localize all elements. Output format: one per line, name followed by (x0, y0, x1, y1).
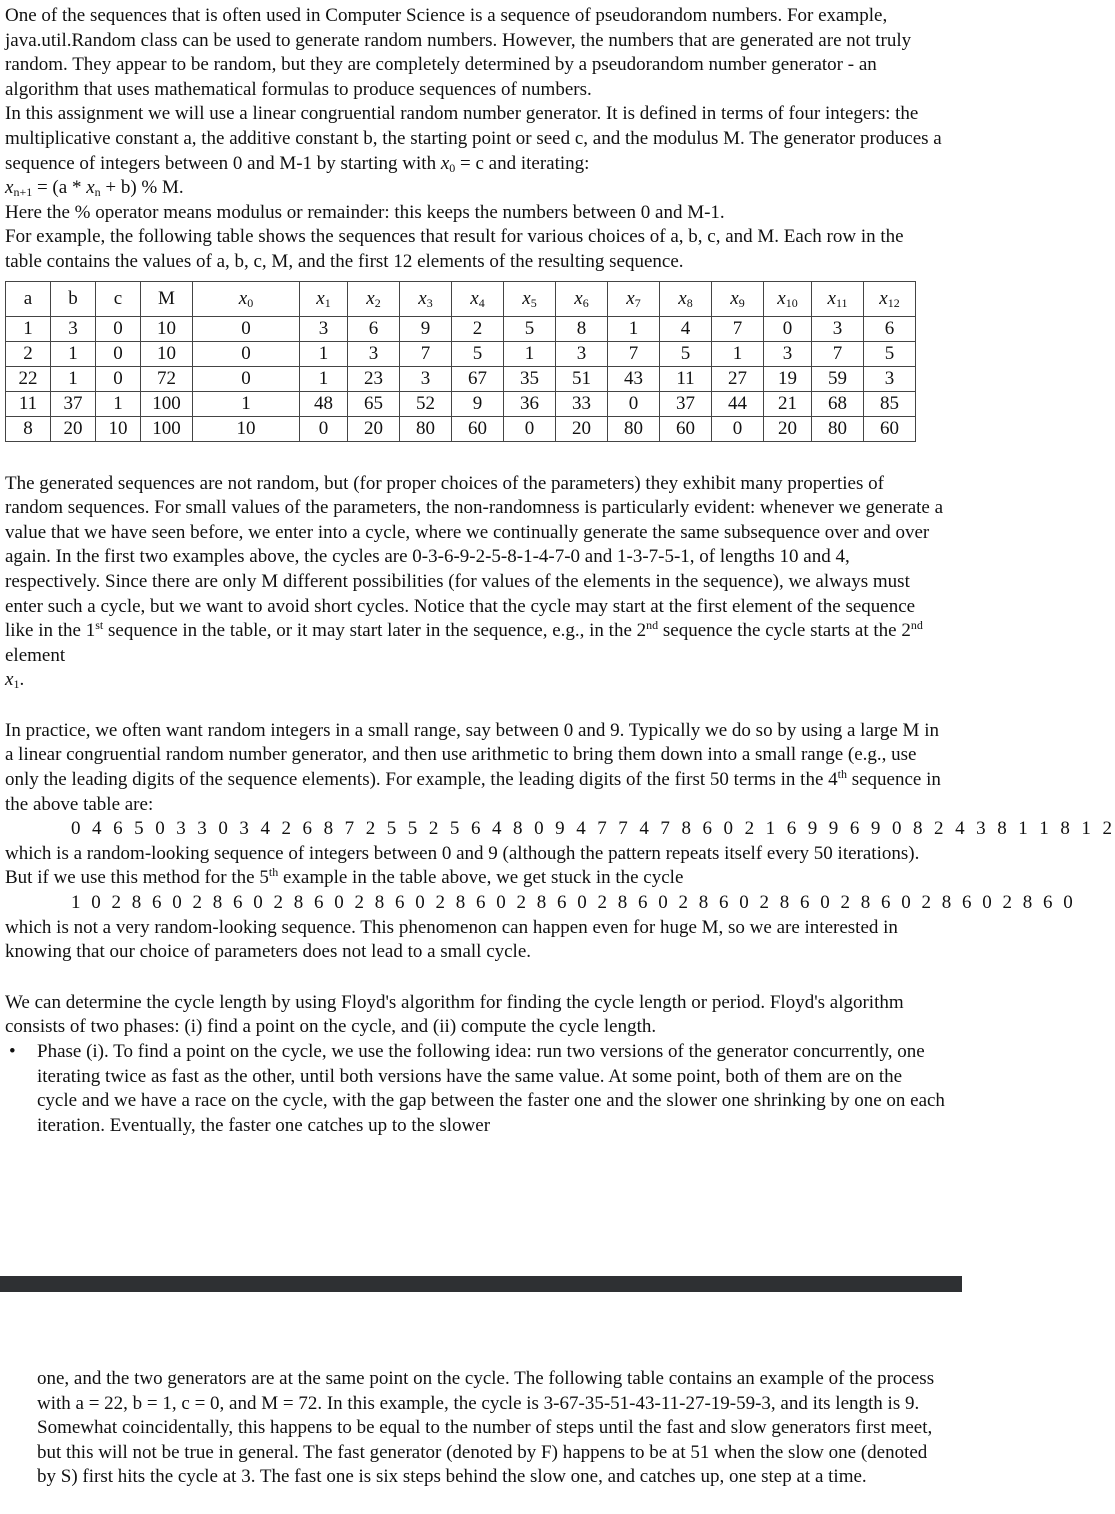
table-cell: 68 (812, 391, 864, 416)
table-cell: 100 (141, 416, 193, 441)
table-cell: 48 (300, 391, 348, 416)
table-cell: 10 (141, 341, 193, 366)
header-x12: $x_{12}$ (864, 281, 916, 316)
table-cell: 3 (864, 366, 916, 391)
table-cell: 20 (764, 416, 812, 441)
spacer (5, 442, 945, 472)
table-cell: 1 (300, 366, 348, 391)
table-cell: 8 (556, 316, 608, 341)
table-cell: 20 (51, 416, 96, 441)
stuck-cycle-sequence: 1 0 2 8 6 0 2 8 6 0 2 8 6 0 2 8 6 0 2 8 6 0 2 8 6 0 2 8 6 0 2 8 6 0 2 8 6 0 2 8 6 0 2 8 6 0 2 8 6 0 (71, 892, 1076, 914)
table-cell: 7 (608, 341, 660, 366)
table-cell: 5 (504, 316, 556, 341)
table-cell: 20 (556, 416, 608, 441)
header-x0: $x_0$ (193, 281, 300, 316)
floyd-paragraph: We can determine the cycle length by using Floyd's algorithm for finding the cycle length or period. Floyd's algorithm consists of two phases: (i) find a point on the cycle, and (ii) compute the cycle length. (5, 991, 904, 1038)
table-cell: 3 (812, 316, 864, 341)
table-cell: 80 (400, 416, 452, 441)
table-cell: 0 (96, 366, 141, 391)
table-cell: 36 (504, 391, 556, 416)
table-cell: 43 (608, 366, 660, 391)
table-cell: 6 (864, 316, 916, 341)
intro-paragraph-1: One of the sequences that is often used in Computer Science is a sequence of pseudorandom numbers. For example, java.util.Random class can be used to generate random numbers. However, the numbers that are generated are not truly random. They appear to be random, but they are completely determined by a pseudorandom number generator - an algorithm that uses mathematical formulas to produce sequences of numbers. (5, 5, 912, 100)
table-cell: 10 (193, 416, 300, 441)
header-c: c (96, 281, 141, 316)
recurrence-formula: $x_{n+1} = (a * x_n + b)$ % M. (5, 177, 184, 200)
table-cell: 1 (51, 366, 96, 391)
table-cell: 27 (712, 366, 764, 391)
table-cell: 85 (864, 391, 916, 416)
table-cell: 5 (660, 341, 712, 366)
table-cell: 33 (556, 391, 608, 416)
document-page-1 (5, 4, 1115, 1138)
phase-list (5, 1040, 945, 1138)
spacer (5, 965, 945, 991)
table-cell: 1 (608, 316, 660, 341)
table-cell: 9 (452, 391, 504, 416)
table-cell: 59 (812, 366, 864, 391)
page2-paragraph: one, and the two generators are at the same point on the cycle. The following table contains an example of the process with a = 22, b = 1, c = 0, and M = 72. In this example, the cycle is 3-67-35-51-43-11-27-19-59-3, and its length is 9. Somewhat coincidentally, this happens to be equal to the number of steps until the fast and slow generators first meet, but this will not be true in general. The fast generator (denoted by F) happens to be at 51 when the slow one (denoted by S) first hits the cycle at 3. The fast one is six steps behind the slow one, and catches up, one step at a time. (37, 1368, 935, 1488)
table-cell: 7 (400, 341, 452, 366)
table-cell: 9 (400, 316, 452, 341)
table-row (6, 416, 916, 441)
table-cell: 1 (300, 341, 348, 366)
table-cell: 0 (193, 316, 300, 341)
table-cell: 23 (348, 366, 400, 391)
table-cell: 0 (712, 416, 764, 441)
practice-paragraph-end: which is not a very random-looking sequence. This phenomenon can happen even for huge M, so we are interested in knowing that our choice of parameters does not lead to a small cycle. (5, 916, 898, 963)
table-cell: 35 (504, 366, 556, 391)
header-x5: $x_5$ (504, 281, 556, 316)
table-cell: 0 (608, 391, 660, 416)
table-cell: 10 (96, 416, 141, 441)
phase-1-item: • Phase (i). To find a point on the cycle, we use the following idea: run two versions of the generator concurrently, one iterating twice as fast as the other, until both versions have the same value. At some point, both of them are on the cycle and we have a race on the cycle, with the gap between the faster one and the slower one shrinking by one on each iteration. Eventually, the faster one catches up to the slower (9, 1041, 945, 1136)
table-row (6, 366, 916, 391)
table-cell: 1 (51, 341, 96, 366)
table-cell: 0 (96, 341, 141, 366)
header-x1: $x_1$ (300, 281, 348, 316)
table-cell: 6 (348, 316, 400, 341)
table-row (6, 316, 916, 341)
header-b: b (51, 281, 96, 316)
table-cell: 7 (712, 316, 764, 341)
document-page-2 (37, 1367, 942, 1490)
table-cell: 100 (141, 391, 193, 416)
table-cell: 2 (6, 341, 51, 366)
table-cell: 3 (51, 316, 96, 341)
table-cell: 1 (6, 316, 51, 341)
table-cell: 1 (504, 341, 556, 366)
table-cell: 72 (141, 366, 193, 391)
leading-digits-sequence: 0 4 6 5 0 3 3 0 3 4 2 6 8 7 2 5 5 2 5 6 4 8 0 9 4 7 7 4 7 8 6 0 2 1 6 9 9 6 9 0 8 2 4 3 8 1 1 8 1 2 (71, 818, 1115, 840)
header-a: a (6, 281, 51, 316)
table-cell: 5 (452, 341, 504, 366)
practice-paragraph: In practice, we often want random integers in a small range, say between 0 and 9. Typically we do so by using a large M in a linear congruential random number generator, and then use arithmetic to bring them down into a small range (e.g., use only the leading digits of the sequence elements). For example, the leading digits of the first 50 terms in the 4th sequence in the above table are: (5, 719, 941, 815)
header-x2: $x_2$ (348, 281, 400, 316)
table-cell: 3 (348, 341, 400, 366)
table-cell: 3 (300, 316, 348, 341)
table-cell: 11 (660, 366, 712, 391)
header-x6: $x_6$ (556, 281, 608, 316)
table-cell: 37 (51, 391, 96, 416)
table-cell: 3 (764, 341, 812, 366)
table-cell: 0 (504, 416, 556, 441)
table-cell: 44 (712, 391, 764, 416)
table-cell: 4 (660, 316, 712, 341)
table-cell: 1 (712, 341, 764, 366)
intro-paragraph-2: In this assignment we will use a linear congruential random number generator. It is defined in terms of four integers: the multiplicative constant a, the additive constant b, the starting point or seed c, and the modulus M. The generator produces a sequence of integers between 0 and M-1 by starting with $x_0 = c$ and iterating: (5, 103, 942, 175)
table-row (6, 391, 916, 416)
table-cell: 1 (96, 391, 141, 416)
header-x10: $x_{10}$ (764, 281, 812, 316)
table-cell: 0 (764, 316, 812, 341)
table-cell: 2 (452, 316, 504, 341)
table-body (6, 316, 916, 441)
table-cell: 11 (6, 391, 51, 416)
table-cell: 3 (400, 366, 452, 391)
table-cell: 60 (864, 416, 916, 441)
table-cell: 80 (812, 416, 864, 441)
header-x9: $x_9$ (712, 281, 764, 316)
table-cell: 52 (400, 391, 452, 416)
header-x4: $x_4$ (452, 281, 504, 316)
table-intro: For example, the following table shows the sequences that result for various choices of a, b, c, and M. Each row in the table contains the values of a, b, c, M, and the first 12 elements of the resulting sequence. (5, 226, 904, 272)
table-cell: 65 (348, 391, 400, 416)
table-cell: 60 (660, 416, 712, 441)
header-x7: $x_7$ (608, 281, 660, 316)
modulus-note: Here the % operator means modulus or remainder: this keeps the numbers between 0 and M-1. (5, 201, 725, 223)
header-x8: $x_8$ (660, 281, 712, 316)
header-x11: $x_{11}$ (812, 281, 864, 316)
table-cell: 51 (556, 366, 608, 391)
table-cell: 37 (660, 391, 712, 416)
table-cell: 10 (141, 316, 193, 341)
header-m: M (141, 281, 193, 316)
cycle-paragraph: The generated sequences are not random, but (for proper choices of the parameters) they exhibit many properties of random sequences. For small values of the parameters, the non-randomness is particularly evident: whenever we generate a value that we have seen before, we enter into a cycle, where we continually generate the same subsequence over and over again. In the first two examples above, the cycles are 0-3-6-9-2-5-8-1-4-7-0 and 1-3-7-5-1, of lengths 10 and 4, respectively. Since there are only M different possibilities (for values of the elements in the sequence), we always must enter such a cycle, but we want to avoid short cycles. Notice that the cycle may start at the first element of the sequence like in the 1st sequence in the table, or it may start later in the sequence, e.g., in the 2nd sequence the cycle starts at the 2nd element $x_1$. (5, 472, 944, 692)
table-cell: 0 (300, 416, 348, 441)
table-cell: 0 (193, 366, 300, 391)
table-cell: 1 (193, 391, 300, 416)
sequence-table (5, 281, 916, 442)
table-cell: 3 (556, 341, 608, 366)
table-cell: 67 (452, 366, 504, 391)
spacer (5, 693, 945, 719)
header-x3: $x_3$ (400, 281, 452, 316)
table-cell: 19 (764, 366, 812, 391)
table-cell: 5 (864, 341, 916, 366)
bullet-icon: • (9, 1041, 16, 1062)
table-cell: 60 (452, 416, 504, 441)
table-cell: 21 (764, 391, 812, 416)
table-cell: 20 (348, 416, 400, 441)
table-cell: 22 (6, 366, 51, 391)
practice-paragraph-cont: which is a random-looking sequence of integers between 0 and 9 (although the pattern repeats itself every 50 iterations). But if we use this method for the 5th example in the table above, we get stuck in the cycle (5, 842, 920, 889)
table-cell: 7 (812, 341, 864, 366)
page-separator (0, 1276, 962, 1292)
table-cell: 0 (193, 341, 300, 366)
table-header-row (6, 281, 916, 316)
table-cell: 0 (96, 316, 141, 341)
table-cell: 8 (6, 416, 51, 441)
table-row (6, 341, 916, 366)
table-cell: 80 (608, 416, 660, 441)
